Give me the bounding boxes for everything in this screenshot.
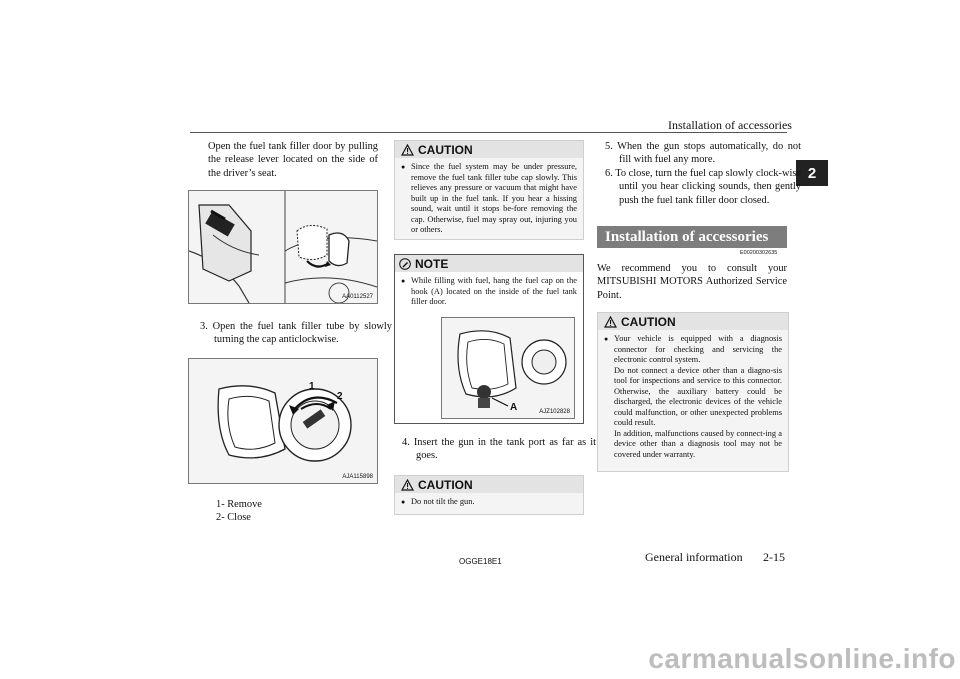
note-box (394, 254, 584, 424)
bullet-icon: ● (401, 277, 406, 285)
document-code: OGGE18E1 (459, 557, 502, 566)
caution-heading (598, 313, 788, 330)
callout-2: 2 (337, 391, 343, 402)
caution-text-3: In addition, malfunctions caused by connect-ing a device other than a diagnosis tool may not be covered under warranty. (614, 428, 782, 459)
callout-1: 1 (309, 381, 315, 392)
note-heading (395, 255, 583, 272)
figure-release-lever (188, 190, 378, 304)
section-code: E00200302635 (740, 250, 778, 256)
watermark[interactable]: carmanualsonline.info (648, 643, 956, 674)
note-bullet (395, 272, 583, 308)
page-number: 2-15 (763, 550, 785, 564)
step-4: 4. Insert the gun in the tank port as far as it goes. (402, 437, 596, 462)
callout-a: A (510, 402, 518, 413)
cap-hook-illustration (442, 318, 574, 418)
note-pencil-icon (399, 258, 411, 270)
legend-list (216, 498, 262, 525)
figure-filler-cap (188, 358, 378, 484)
caution-bullet (395, 493, 583, 508)
figure-code: AA0112527 (342, 294, 373, 300)
note-label: NOTE (415, 256, 449, 271)
warning-triangle-icon (401, 144, 414, 156)
release-lever-illustration (189, 191, 377, 303)
bullet-icon: ● (604, 335, 609, 343)
caution-box-pressure (394, 140, 584, 240)
filler-cap-illustration (189, 359, 377, 483)
legend-item-close: 2- Close (216, 512, 251, 524)
section-intro: We recommend you to consult your MITSUBISHI MOTORS Authorized Service Point. (597, 263, 787, 301)
header-rule (190, 132, 787, 133)
caution-label: CAUTION (418, 477, 473, 492)
note-text: While filling with fuel, hang the fuel cap on the hook (A) located on the inside of the fuel tank filler door. (411, 276, 577, 306)
figure-code: AJZ102828 (539, 409, 570, 415)
bullet-icon: ● (401, 498, 406, 506)
footer-section-name: General information (645, 550, 743, 564)
step-6: 6. To close, turn the fuel cap slowly clock-wise until you hear clicking sounds, then gently push the fuel tank filler door closed. (605, 168, 801, 206)
caution-text-2: Do not connect a device other than a diagno-sis tool for inspections and service to this connector. Otherwise, the auxiliary battery could be discharged, the electronic devices of the vehicle could malfunction, or other unexpected problems could result. (614, 365, 782, 427)
figure-code: AJA115898 (342, 474, 373, 480)
figure-cap-hook (441, 317, 575, 419)
caution-text: Since the fuel system may be under pressure, remove the fuel tank filler tube cap slowly. This relieves any pressure or vacuum that might have built up in the fuel tank. If you hear a hissing sound, wait until it stops be-fore removing the cap. Otherwise, fuel may spray out, injuring you or others. (411, 162, 577, 234)
bullet-icon: ● (401, 163, 406, 171)
step-5: 5. When the gun stops automatically, do not fill with fuel any more. (605, 141, 801, 166)
caution-heading (395, 476, 583, 493)
chapter-tab[interactable]: 2 (796, 160, 828, 186)
caution-label: CAUTION (418, 142, 473, 157)
caution-box-gun (394, 475, 584, 515)
caution-text-1: Your vehicle is equipped with a diagnosis connector for checking and servicing the electronic control system. (614, 334, 782, 364)
caution-bullet (598, 330, 788, 460)
warning-triangle-icon (401, 479, 414, 491)
running-header: Installation of accessories (668, 118, 792, 132)
caution-heading (395, 141, 583, 158)
legend-item-remove: 1- Remove (216, 499, 262, 510)
caution-text: Do not tilt the gun. (411, 497, 475, 506)
caution-bullet (395, 158, 583, 236)
caution-body (614, 334, 782, 460)
caution-box-diagnosis (597, 312, 789, 472)
warning-triangle-icon (604, 316, 617, 328)
section-title-banner: Installation of accessories (597, 226, 787, 248)
step-3: 3. Open the fuel tank filler tube by slowly turning the cap anticlockwise. (200, 321, 392, 346)
intro-paragraph: Open the fuel tank filler door by pulling the release lever located on the side of the driver’s seat. (208, 141, 378, 179)
caution-label: CAUTION (621, 314, 676, 329)
